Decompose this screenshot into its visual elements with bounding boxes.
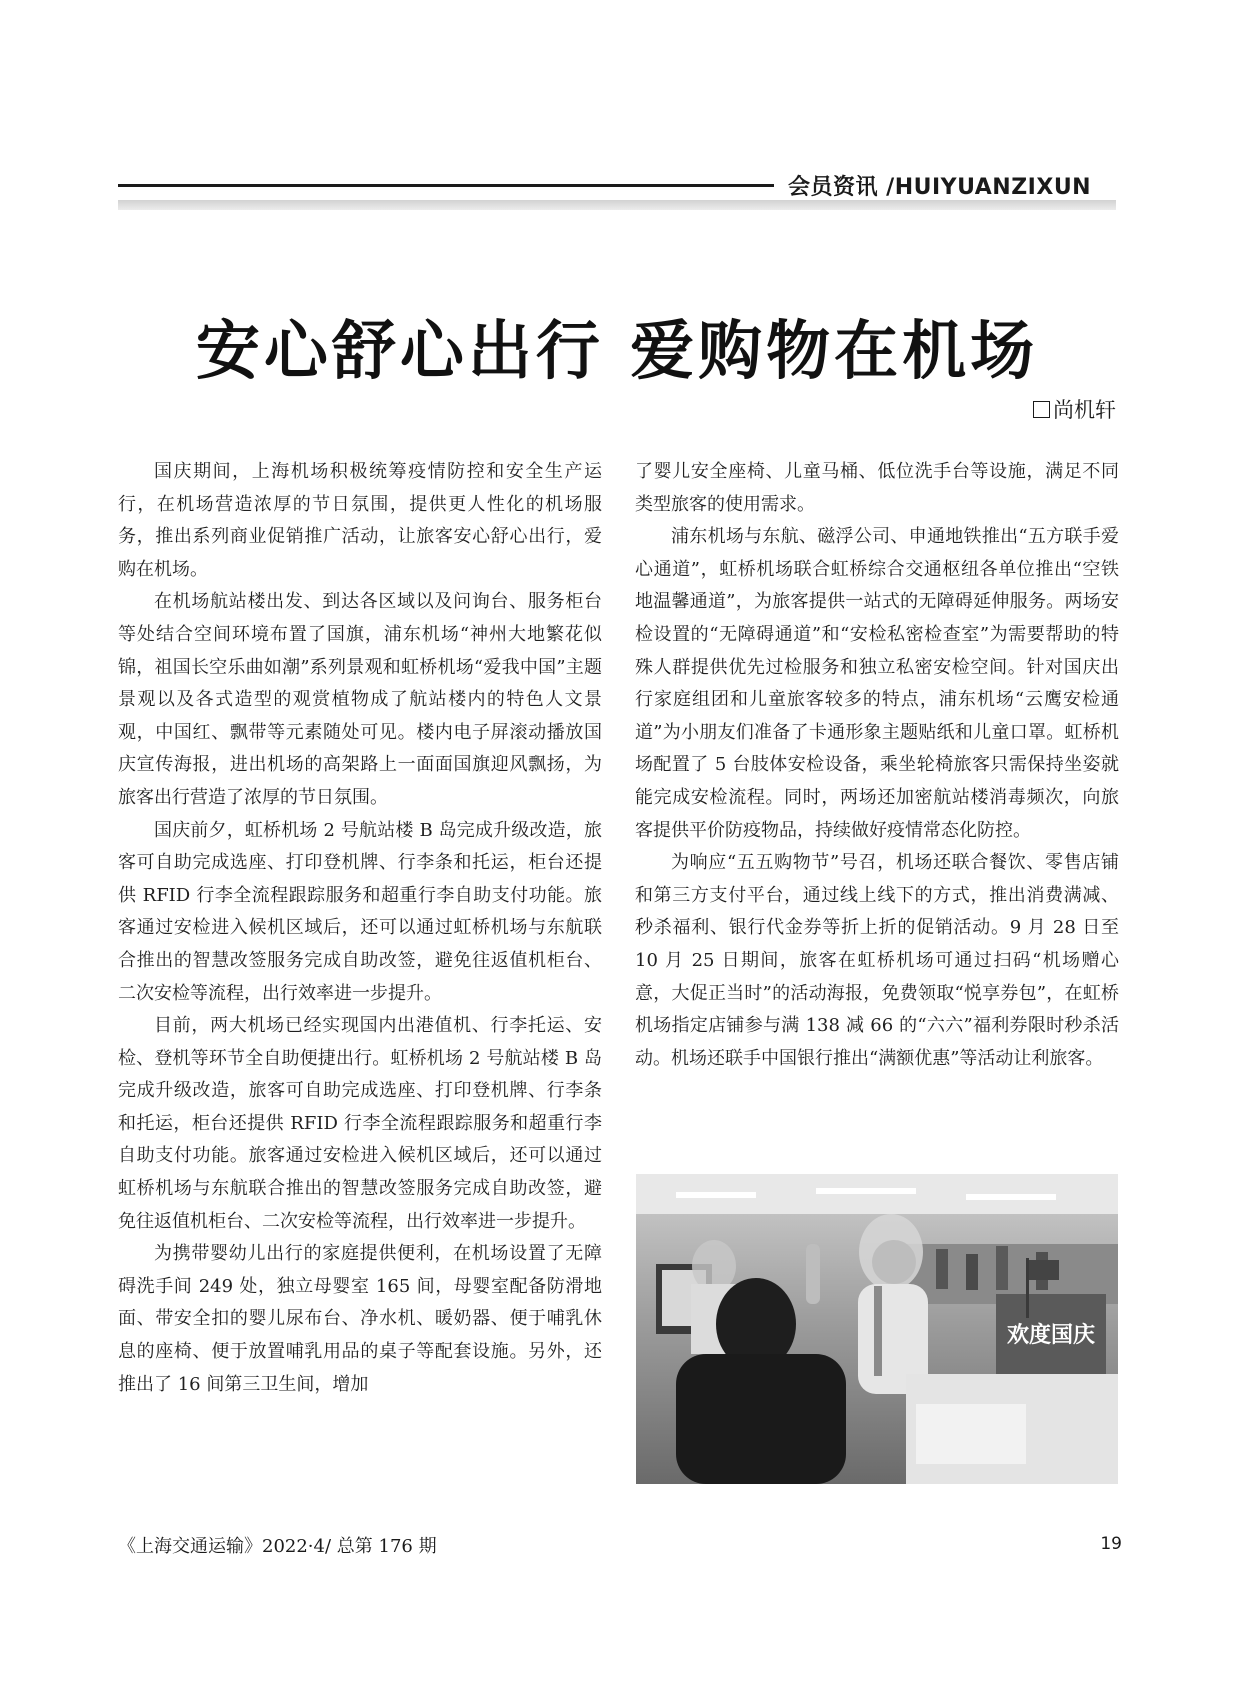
- header-rule: [118, 184, 774, 187]
- author-box-icon: [1033, 401, 1050, 418]
- paragraph: 浦东机场与东航、磁浮公司、申通地铁推出“五方联手爱心通道”，虹桥机场联合虹桥综合交通枢纽各单位推出“空铁地温馨通道”，为旅客提供一站式的无障碍延伸服务。两场安检设置的“无障碍通道”和“安检私密检查室”为需要帮助的特殊人群提供优先过检服务和独立私密安检空间。针对国庆出行家庭组团和儿童旅客较多的特点，浦东机场“云鹰安检通道”为小朋友们准备了卡通形象主题贴纸和儿童口罩。虹桥机场配置了 5 台肢体安检设备，乘坐轮椅旅客只需保持坐姿就能完成安检流程。同时，两场还加密航站楼消毒频次，向旅客提供平价防疫物品，持续做好疫情常态化防控。: [635, 526, 1119, 841]
- author-name: 尚机轩: [1053, 398, 1116, 422]
- article-title: 安心舒心出行 爱购物在机场: [195, 315, 1039, 389]
- paragraph: 为响应“五五购物节”号召，机场还联合餐饮、零售店铺和第三方支付平台，通过线上线下的方式，推出消费满减、秒杀福利、银行代金券等折上折的促销活动。9 月 28 日至 10 月 25 日期间，旅客在虹桥机场可通过扫码“机场赠心意，大促正当时”的活动海报，免费领取“悦享券包”，在虹桥机场指定店铺参与满 138 减 66 的“六六”福利券限时秒杀活动。机场还联手中国银行推出“满额优惠”等活动让利旅客。: [635, 852, 1119, 1069]
- paragraph: 在机场航站楼出发、到达各区域以及问询台、服务柜台等处结合空间环境布置了国旗，浦东机场“神州大地繁花似锦，祖国长空乐曲如潮”系列景观和虹桥机场“爱我中国”主题景观以及各式造型的观赏植物成了航站楼内的特色人文景观，中国红、飘带等元素随处可见。楼内电子屏滚动播放国庆宣传海报，进出机场的高架路上一面面国旗迎风飘扬，为旅客出行营造了浓厚的节日氛围。: [118, 591, 602, 808]
- article-author: [1033, 394, 1116, 424]
- paragraph: 目前，两大机场已经实现国内出港值机、行李托运、安检、登机等环节全自助便捷出行。虹桥机场 2 号航站楼 B 岛完成升级改造，旅客可自助完成选座、打印登机牌、行李条和托运，柜台还提供 RFID 行李全流程跟踪服务和超重行李自助支付功能。旅客通过安检进入候机区域后，还可以通过虹桥机场与东航联合推出的智慧改签服务完成自助改签，避免往返值机柜台、二次安检等流程，出行效率进一步提升。: [118, 1015, 602, 1232]
- paragraph: 国庆前夕，虹桥机场 2 号航站楼 B 岛完成升级改造，旅客可自助完成选座、打印登机牌、行李条和托运，柜台还提供 RFID 行李全流程跟踪服务和超重行李自助支付功能。旅客通过安检进入候机区域后，还可以通过虹桥机场与东航联合推出的智慧改签服务完成自助改签，避免往返值机柜台、二次安检等流程，出行效率进一步提升。: [118, 819, 602, 1004]
- article-photo: [636, 1174, 1118, 1484]
- left-column: [118, 456, 602, 1401]
- paragraph: 国庆期间，上海机场积极统筹疫情防控和安全生产运行，在机场营造浓厚的节日氛围，提供更人性化的机场服务，推出系列商业促销推广活动，让旅客安心舒心出行，爱购在机场。: [118, 461, 602, 580]
- section-label: 会员资讯 /HUIYUANZIXUN: [788, 175, 1092, 200]
- right-column: [635, 456, 1119, 1075]
- paragraph-continuation: 了婴儿安全座椅、儿童马桶、低位洗手台等设施，满足不同类型旅客的使用需求。: [635, 461, 1119, 515]
- journal-info: 《上海交通运输》2022·4/ 总第 176 期: [118, 1536, 437, 1557]
- page-number: 19: [1100, 1534, 1122, 1554]
- paragraph: 为携带婴幼儿出行的家庭提供便利，在机场设置了无障碍洗手间 249 处，独立母婴室 165 间，母婴室配备防滑地面、带安全扣的婴儿尿布台、净水机、暖奶器、便于哺乳休息的座椅、便于放置哺乳用品的桌子等配套设施。另外，还推出了 16 间第三卫生间，增加: [118, 1243, 602, 1395]
- header-band: [118, 200, 1116, 210]
- photo-sign-text: 欢度国庆: [1006, 1323, 1096, 1348]
- airport-checkin-photo: [636, 1174, 1118, 1484]
